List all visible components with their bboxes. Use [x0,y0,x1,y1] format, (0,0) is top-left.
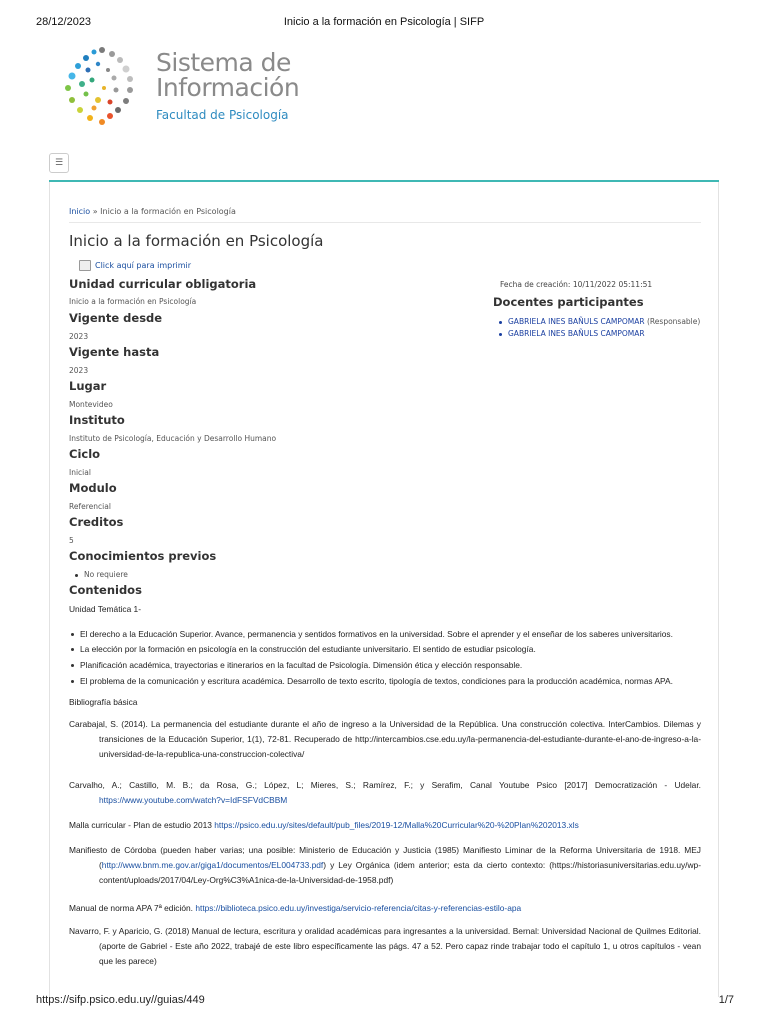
contenidos-item-text: La elección por la formación en psicología en la construcción del estudiante universitario. El sentido de estudiar psicología. [80,644,536,654]
printer-icon [79,260,91,271]
docentes-title: Docentes participantes [493,295,644,309]
reference-4 [69,843,701,888]
logo-line3: Facultad de Psicología [156,108,289,122]
print-link-label: Click aquí para imprimir [95,261,192,270]
reference-4-link[interactable]: http://www.bnm.me.gov.ar/giga1/documentos/EL004733.pdf [101,860,324,870]
bullet [499,333,502,336]
vigente-hasta-value: 2023 [69,366,89,375]
contenidos-item [71,627,701,642]
content-border-left [49,182,50,997]
print-title: Inicio a la formación en Psicología | SIFP [283,16,485,28]
menu-icon: ☰ [54,158,64,168]
breadcrumb-current: Inicio a la formación en Psicología [100,207,236,216]
ciclo-label: Ciclo [69,447,101,461]
print-header [0,0,768,30]
conocimientos-label: Conocimientos previos [69,549,217,563]
reference-3-text: Malla curricular - Plan de estudio 2013 [69,820,215,830]
reference-4-text-b: ) y Ley Orgánica (idem anterior; esta da cierto contexto: (https://historiasuniversitarias.edu.uy/wp-content/uploads/2017/04/Ley-Org%C3%A1nica-de-la-Universidad-de-1958.pdf) [99,860,701,885]
contenidos-item [71,658,701,673]
print-date: 28/12/2023 [36,16,92,28]
reference-3-link[interactable]: https://psico.edu.uy/sites/default/pub_files/2019-12/Malla%20Curricular%20-%20Plan%202013.xls [214,820,579,830]
reference-2-link[interactable]: https://www.youtube.com/watch?v=IdFSFVdCBBM [99,795,288,805]
creation-date: Fecha de creación: 10/11/2022 05:11:51 [500,280,653,289]
contenidos-item [71,642,701,657]
bullet [71,664,74,667]
bullet [499,321,502,324]
logo-line2: Información [156,73,300,102]
reference-5-text: Manual de norma APA 7ª edición. [69,903,196,913]
breadcrumb [69,207,236,216]
unidad-value: Inicio a la formación en Psicología [69,297,197,306]
conocimientos-value: No requiere [84,570,128,579]
reference-2-text: Carvalho, A.; Castillo, M. B.; da Rosa, G.; López, L; Mieres, S.; Ramírez, F.; y Serafim, Canal Youtube Psico [2017] Democratización - Udelar. [69,780,701,790]
reference-2 [69,778,701,808]
instituto-value: Instituto de Psicología, Educación y Desarrollo Humano [69,434,277,443]
modulo-value: Referencial [69,502,111,511]
bullet [71,648,74,651]
breadcrumb-separator: » [90,207,101,216]
reference-3 [69,818,709,833]
reference-6: Navarro, F. y Aparicio, G. (2018) Manual de lectura, escritura y oralidad académicas para ingresantes a la universidad. Bernal: Universidad Nacional de Quilmes Editorial. (aporte de Gabriel - Este año 2022, trabajé de este libro específicamente las págs. 47 a 52. Pero capaz rinde trabajar todo el capítulo 1, u otros capítulos - vean que les parece) [69,926,701,966]
page-title: Inicio a la formación en Psicología [69,232,324,250]
vigente-desde-value: 2023 [69,332,89,341]
print-page-number: 1/7 [718,994,734,1006]
logo-dots-icon [58,44,148,134]
contenidos-label: Contenidos [69,583,142,597]
reference-5 [69,901,709,916]
lugar-value: Montevideo [69,400,113,409]
reference-5-link[interactable]: https://biblioteca.psico.edu.uy/investiga/servicio-referencia/citas-y-referencias-estilo-apa [195,903,522,913]
content-border-right [718,182,719,997]
vigente-hasta-label: Vigente hasta [69,345,160,359]
bullet [75,574,78,577]
contenidos-item-text: El problema de la comunicación y escritura académica. Desarrollo de texto escrito, tipología de textos, condiciones para la producción académica, normas APA. [80,676,673,686]
reference-4-text-a: Manifiesto de Córdoba (pueden haber varias; una posible: Ministerio de Educación y Justicia (1985) Manifiesto Liminar de la Reforma Universitaria de 1918. MEJ ( [69,845,701,870]
unidad-tematica: Unidad Temática 1- [69,604,141,614]
creditos-value: 5 [69,536,74,545]
instituto-label: Instituto [69,413,125,427]
contenidos-item-text: El derecho a la Educación Superior. Avance, permanencia y sentidos formativos en la universidad. Sobre el aprender y el enseñar de los saberes universitarios. [80,629,673,639]
site-logo[interactable] [58,44,298,134]
logo-line1: Sistema de [156,48,291,77]
content-top-border [49,180,719,182]
docente-item[interactable] [499,329,645,338]
bullet [71,680,74,683]
print-link[interactable] [79,260,191,271]
docente-name[interactable]: GABRIELA INES BAÑULS CAMPOMAR [508,329,645,338]
docente-name[interactable]: GABRIELA INES BAÑULS CAMPOMAR [508,317,645,326]
bibliografia-title: Bibliografía básica [69,697,138,707]
contenidos-item [71,674,701,689]
breadcrumb-home-link[interactable]: Inicio [69,207,91,216]
vigente-desde-label: Vigente desde [69,311,163,325]
lugar-label: Lugar [69,379,107,393]
creditos-label: Creditos [69,515,124,529]
docente-role: (Responsable) [644,317,701,326]
modulo-label: Modulo [69,481,117,495]
divider [69,222,701,223]
conocimientos-item [75,570,128,579]
unidad-label: Unidad curricular obligatoria [69,277,257,291]
menu-toggle-button[interactable] [49,153,69,173]
bullet [71,633,74,636]
ciclo-value: Inicial [69,468,91,477]
print-footer [0,994,768,1024]
print-url: https://sifp.psico.edu.uy//guias/449 [36,994,205,1006]
reference-1: Carabajal, S. (2014). La permanencia del estudiante durante el año de ingreso a la Universidad de la República. Una construcción colectiva. InterCambios. Dilemas y transiciones de la Educación Superior, 1(1), 72-81. Recuperado de http://intercambios.cse.edu.uy/la-permanencia-del-estudiante-durante-el-ano-de-ingreso-a-la-universidad-de-la-republica-una-construccion-colectiva/ [69,719,701,759]
contenidos-item-text: Planificación académica, trayectorias e itinerarios en la facultad de Psicología. Dimensión ética y elección responsable. [80,660,523,670]
docente-item[interactable] [499,317,700,326]
